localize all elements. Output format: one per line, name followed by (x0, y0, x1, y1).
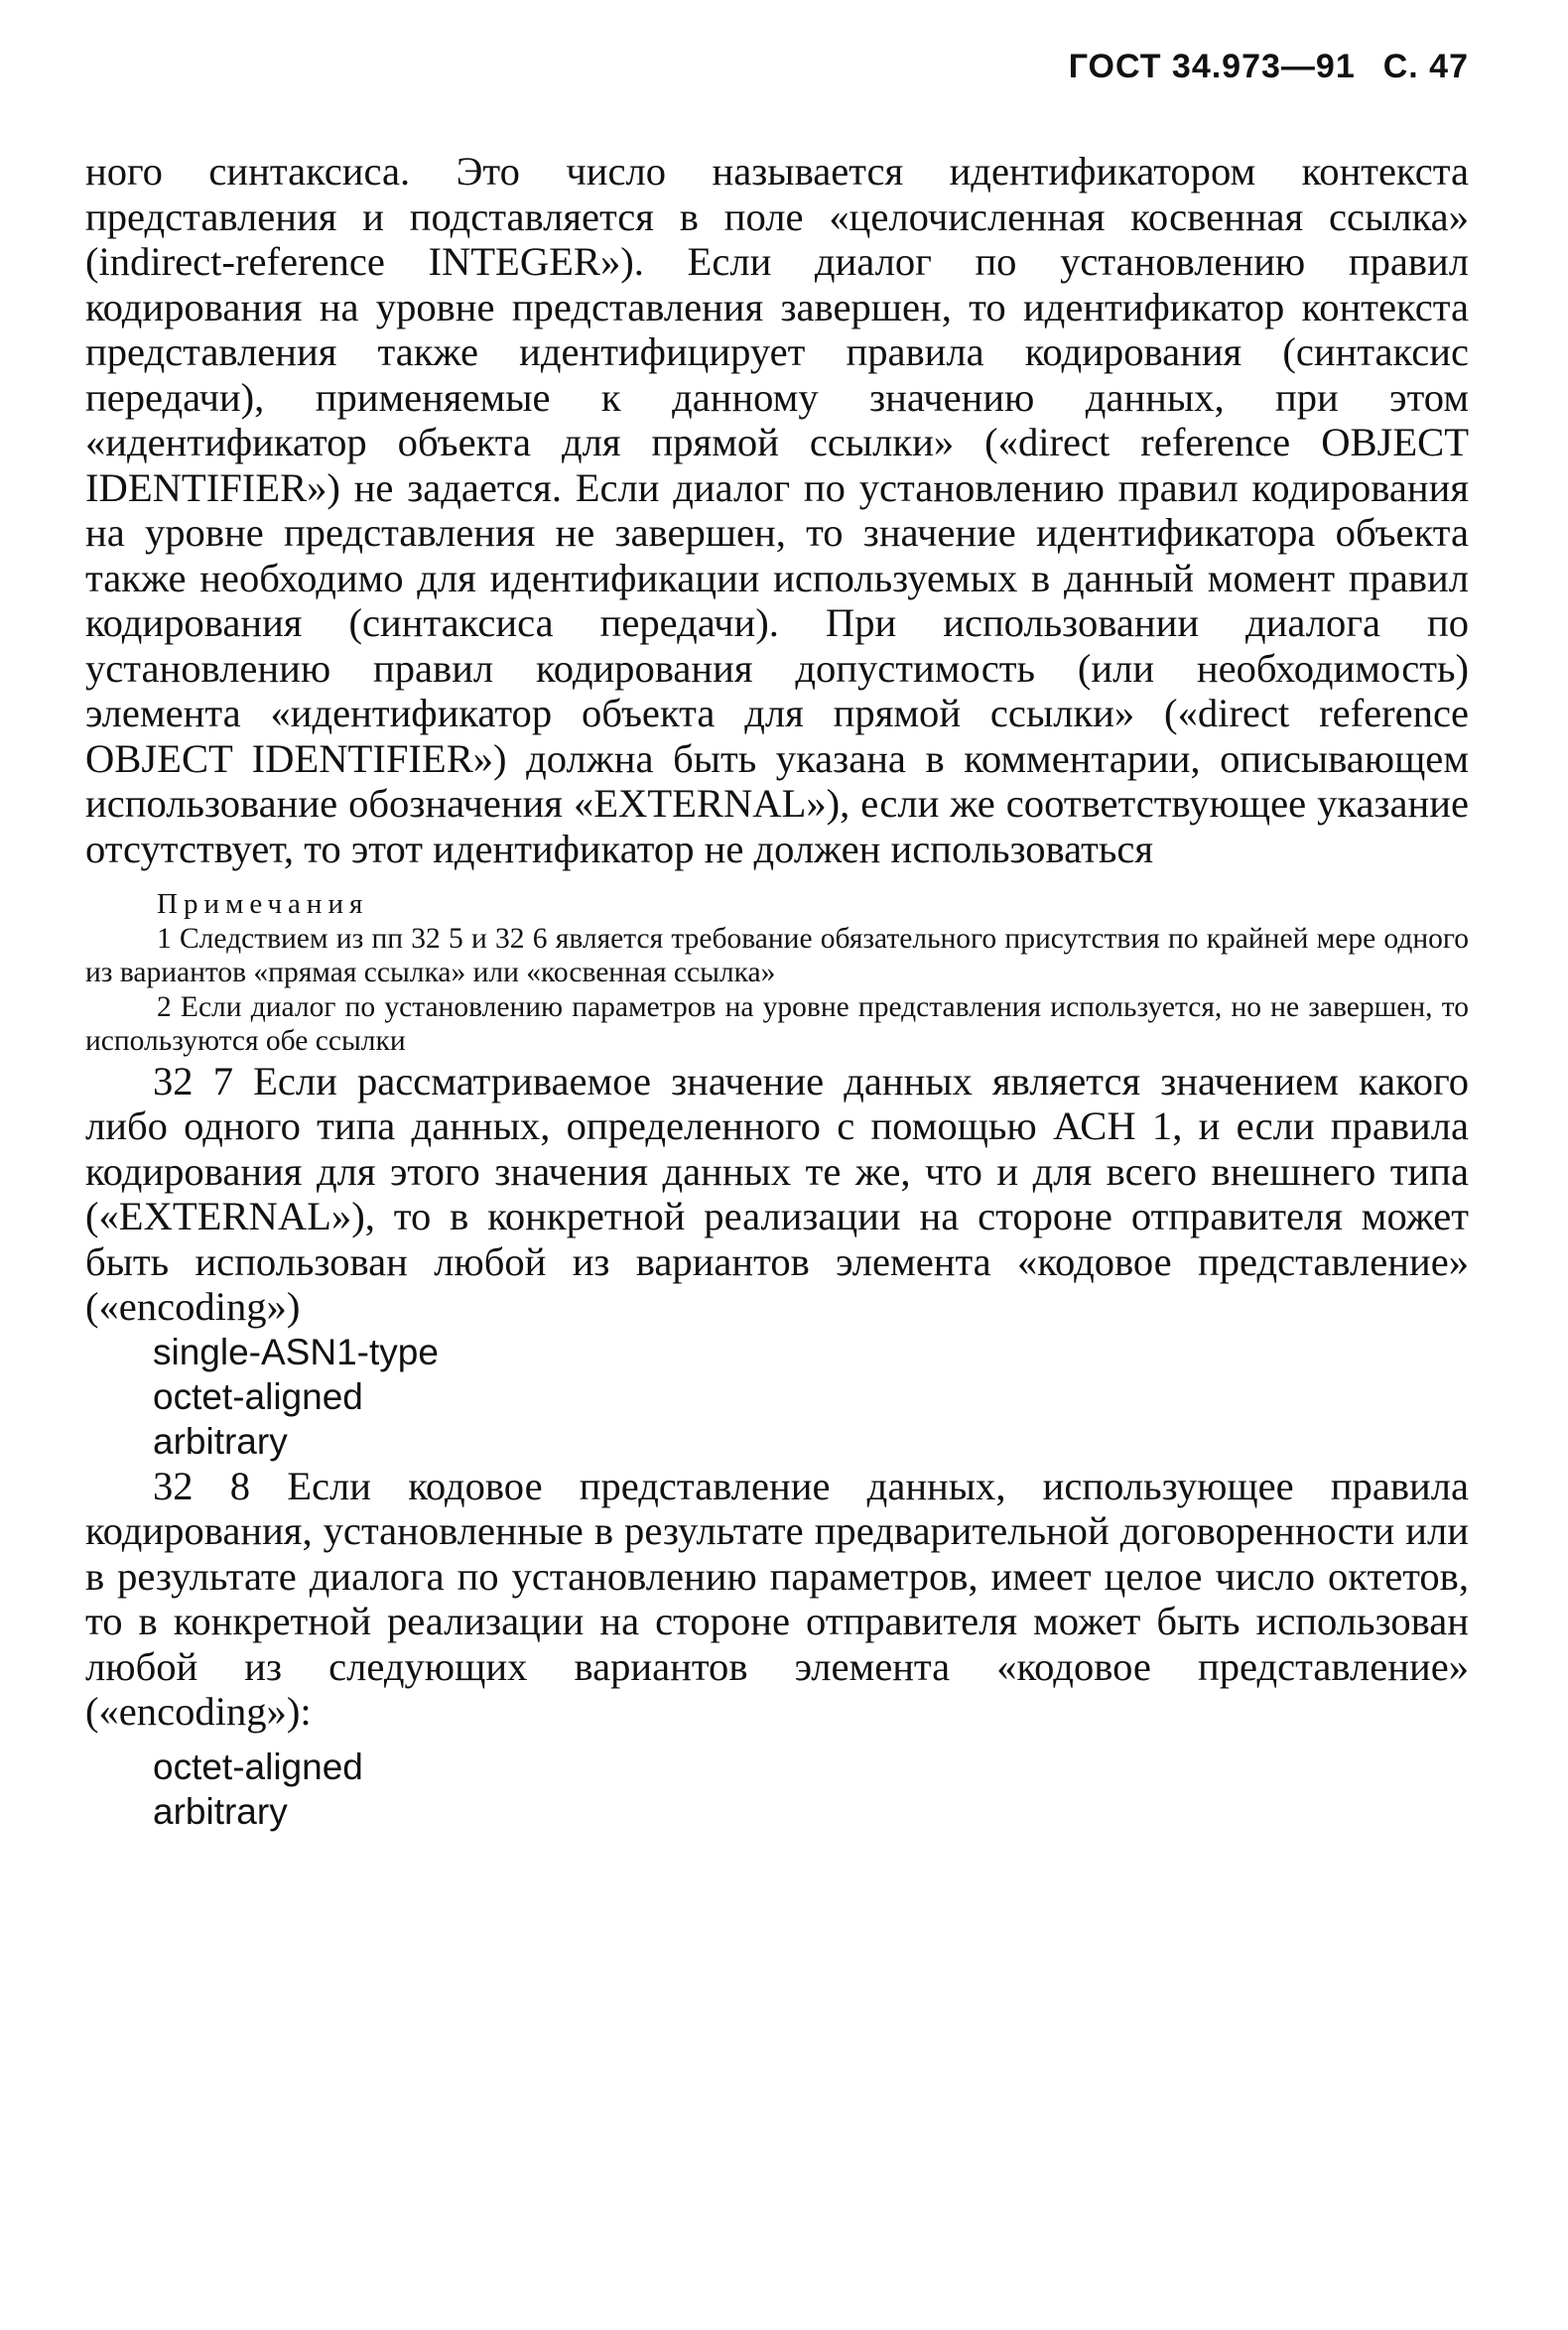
option-item: octet-aligned (153, 1746, 363, 1787)
options-list-32-8 (85, 1745, 1469, 1834)
notes-title: Примечания (157, 888, 369, 920)
page-number: С. 47 (1382, 48, 1469, 85)
main-text (85, 149, 1469, 1834)
section-32-7: 32 7 Если рассматриваемое значение данных является значением какого либо одного типа данных, определенного с помощью АСН 1, и если правила кодирования для этого значения данных те же, что и для всего внешнего типа («EXTERNAL»), то в конкретной реализации на стороне отправителя может быть использован любой из вариантов элемента «кодовое представление» («encoding») (85, 1058, 1469, 1329)
option-item: octet-aligned (153, 1375, 363, 1417)
note-2: 2 Если диалог по установлению параметров на уровне представления используется, но не завершен, то используются обе ссылки (85, 990, 1469, 1057)
option-item: arbitrary (153, 1790, 288, 1832)
standard-number: ГОСТ 34.973—91 (1068, 48, 1356, 85)
section-32-8: 32 8 Если кодовое представление данных, использующее правила кодирования, установленные в результате предварительной договоренности или в результате диалога по установлению параметров, имеет целое число октетов, то в конкретной реализации на стороне отправителя может быть использован любой из следующих вариантов элемента «кодовое представление» («encoding»): (85, 1463, 1469, 1734)
option-item: arbitrary (153, 1420, 288, 1462)
page-header (1069, 48, 1469, 86)
option-item: single-ASN1-type (153, 1331, 439, 1372)
options-list-32-7 (85, 1330, 1469, 1464)
continuation-paragraph: ного синтаксиса. Это число называется идентификатором контекста представления и подставляется в поле «целочисленная косвенная ссылка» (indirect-reference INTEGER»). Если диалог по установлению правил кодирования на уровне представления завершен, то идентификатор контекста представления также идентифицирует правила кодирования (синтаксис передачи), применяемые к данному значению данных, при этом «идентификатор объекта для прямой ссылки» («direct reference OBJECT IDENTIFIER») не задается. Если диалог по установлению правил кодирования на уровне представления не завершен, то значение идентификатора объекта также необходимо для идентификации используемых в данный момент правил кодирования (синтаксиса передачи). При использовании диалога по установлению правил кодирования допустимость (или необходимость) элемента «идентификатор объекта для прямой ссылки» («direct reference OBJECT IDENTIFIER») должна быть указана в комментарии, описывающем использование обозначения «EXTERNAL»), если же соответствующее указание отсутствует, то этот идентификатор не должен использоваться (85, 149, 1469, 871)
note-1: 1 Следствием из пп 32 5 и 32 6 является требование обязательного присутствия по крайней мере одного из вариантов «прямая ссылка» или «косвенная ссылка» (85, 922, 1469, 988)
notes-block (85, 887, 1469, 1059)
